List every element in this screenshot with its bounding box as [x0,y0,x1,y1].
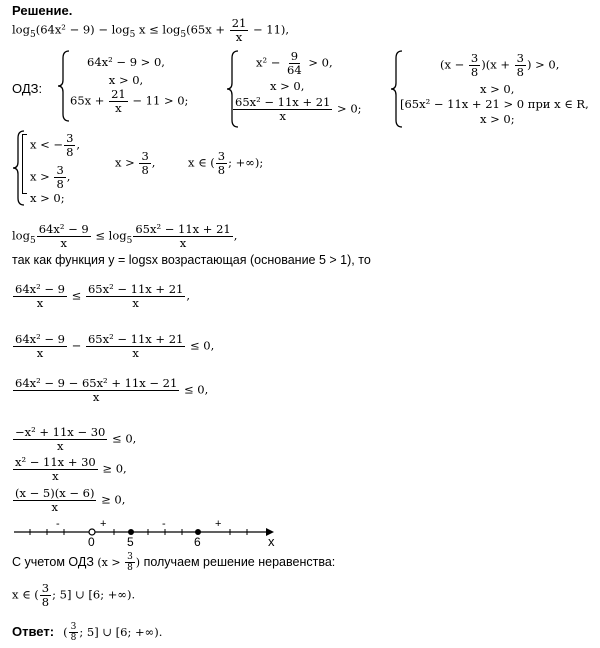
log-base-3: 5 [180,30,187,41]
result-interval: x ∈ ( $\frac{3}{8}$ ; +∞); [188,149,264,178]
solution: x ∈ ( $\frac{3}{8}$ ; 5] ∪ [6; +∞). [12,581,136,610]
step-2: $\frac{\text{64x² − 9}}{x}$ − $\frac{\text{65x² − 11x + 21}}{x}$ ≤ 0, [15,332,215,361]
fraction-log-lhs: $\frac{\text{64x² − 9}}{x}$ [38,222,89,251]
system-1 [70,55,182,87]
sign-3: - [162,518,166,530]
log-base-2: 5 [129,30,136,41]
step-5: $\frac{\text{x² − 11x + 30}}{x}$ ≥ 0, [15,455,127,484]
sys4-line-2: x > $\frac{3}{8}$ , [30,163,71,192]
step-3: $\frac{\text{64x² − 9 − 65x² + 11x − 21}}{x}$ ≤ 0, [15,376,209,405]
sys3-line-3: [65x² − 11x + 21 > 0 при x ∈ R, [400,97,589,111]
fraction-9-64: $\frac{9}{64}$ [287,49,302,78]
since-text: так как функция y = logsx возрастающая (основание 5 > 1), то [12,253,371,267]
log-1: log [12,22,30,37]
sys4-line-1: x < − $\frac{3}{8}$ , [30,131,81,160]
log-base-1: 5 [29,30,36,41]
arg-2-pre: (65x + [186,22,229,37]
sys3-line-2: x > 0, [480,82,515,96]
square-bracket-4 [22,134,27,194]
sys4-line-3: x > 0; [30,191,65,205]
sys1-line-2: x > 0, [108,73,144,87]
initial-inequality [12,17,289,44]
system-brace-3 [390,50,404,128]
fraction-21-x: $\frac{21}{x}$ [231,16,247,45]
answer: Ответ: ( $\frac{3}{8}$ ; 5] ∪ [6; +∞). [12,622,163,644]
axis-label-x: x [268,534,275,548]
fraction-3-8-c: $\frac{3}{8}$ [66,131,74,160]
odz-text: С учетом ОДЗ (x > $\frac{3}{8}$ ) получаем решение неравенства: [12,552,336,574]
sys2-line-3: $\frac{\text{65x² − 11x + 21}}{x}$ > 0; [235,95,362,124]
fraction-quadratic-sys2: $\frac{\text{65x² − 11x + 21}}{x}$ [235,95,331,124]
heading: Решение. [12,3,73,18]
sign-1: - [56,518,60,530]
arg-1: (64x² − 9) [35,22,95,37]
sys2-line-1: x² − $\frac{9}{64}$ > 0, [256,49,333,78]
fraction-3-8-d: $\frac{3}{8}$ [56,163,64,192]
answer-label: Ответ: [12,623,55,639]
fraction-log-rhs: $\frac{\text{65x² − 11x + 21}}{x}$ [135,222,231,251]
sys1-line-3: 65x + $\frac{21}{x}$ − 11 > 0; [70,87,189,116]
step-1: $\frac{\text{64x² − 9}}{x}$ ≤ $\frac{\text{65x² − 11x + 21}}{x}$ , [15,282,190,311]
fraction-3-8-f: $\frac{3}{8}$ [217,149,226,178]
odz-label: ОДЗ: [12,81,43,96]
step-6: $\frac{(x - 5)(x - 6)}{x}$ ≥ 0, [15,486,126,515]
fraction-3-8-e: $\frac{3}{8}$ [141,149,149,178]
step-4: $\frac{\text{−x² + 11x − 30}}{x}$ ≤ 0, [15,425,137,454]
sys2-line-2: x > 0, [270,79,305,93]
number-line [10,516,290,548]
arg-2-post: − 11), [249,22,290,37]
log-3: x ≤ log [135,22,181,37]
point-label-6: 6 [194,535,201,548]
sign-2: + [100,518,107,530]
fraction-3-8-a: $\frac{3}{8}$ [470,51,479,80]
log-inequality: $\log_5$ $\frac{\text{64x² − 9}}{x}$ ≤ $\log_5$ $\frac{\text{65x² − 11x + 21}}{x}$ , [12,222,238,251]
system-brace-1 [57,50,71,122]
fraction-3-8-b: $\frac{3}{8}$ [516,51,524,80]
log-2: − log [94,22,130,37]
sys1-line-1: 64x² − 9 > 0, [87,55,165,69]
point-label-5: 5 [127,535,134,548]
sign-4: + [215,518,222,530]
sys3-line-1: (x − $\frac{3}{8}$ )(x + $\frac{3}{8}$ ) > 0, [440,51,560,80]
result-x-gt: x > $\frac{3}{8}$ , [115,149,156,178]
fraction-21-x-sys1: $\frac{21}{x}$ [111,87,126,116]
point-label-0: 0 [88,535,95,548]
sys3-line-4: x > 0; [480,112,515,126]
